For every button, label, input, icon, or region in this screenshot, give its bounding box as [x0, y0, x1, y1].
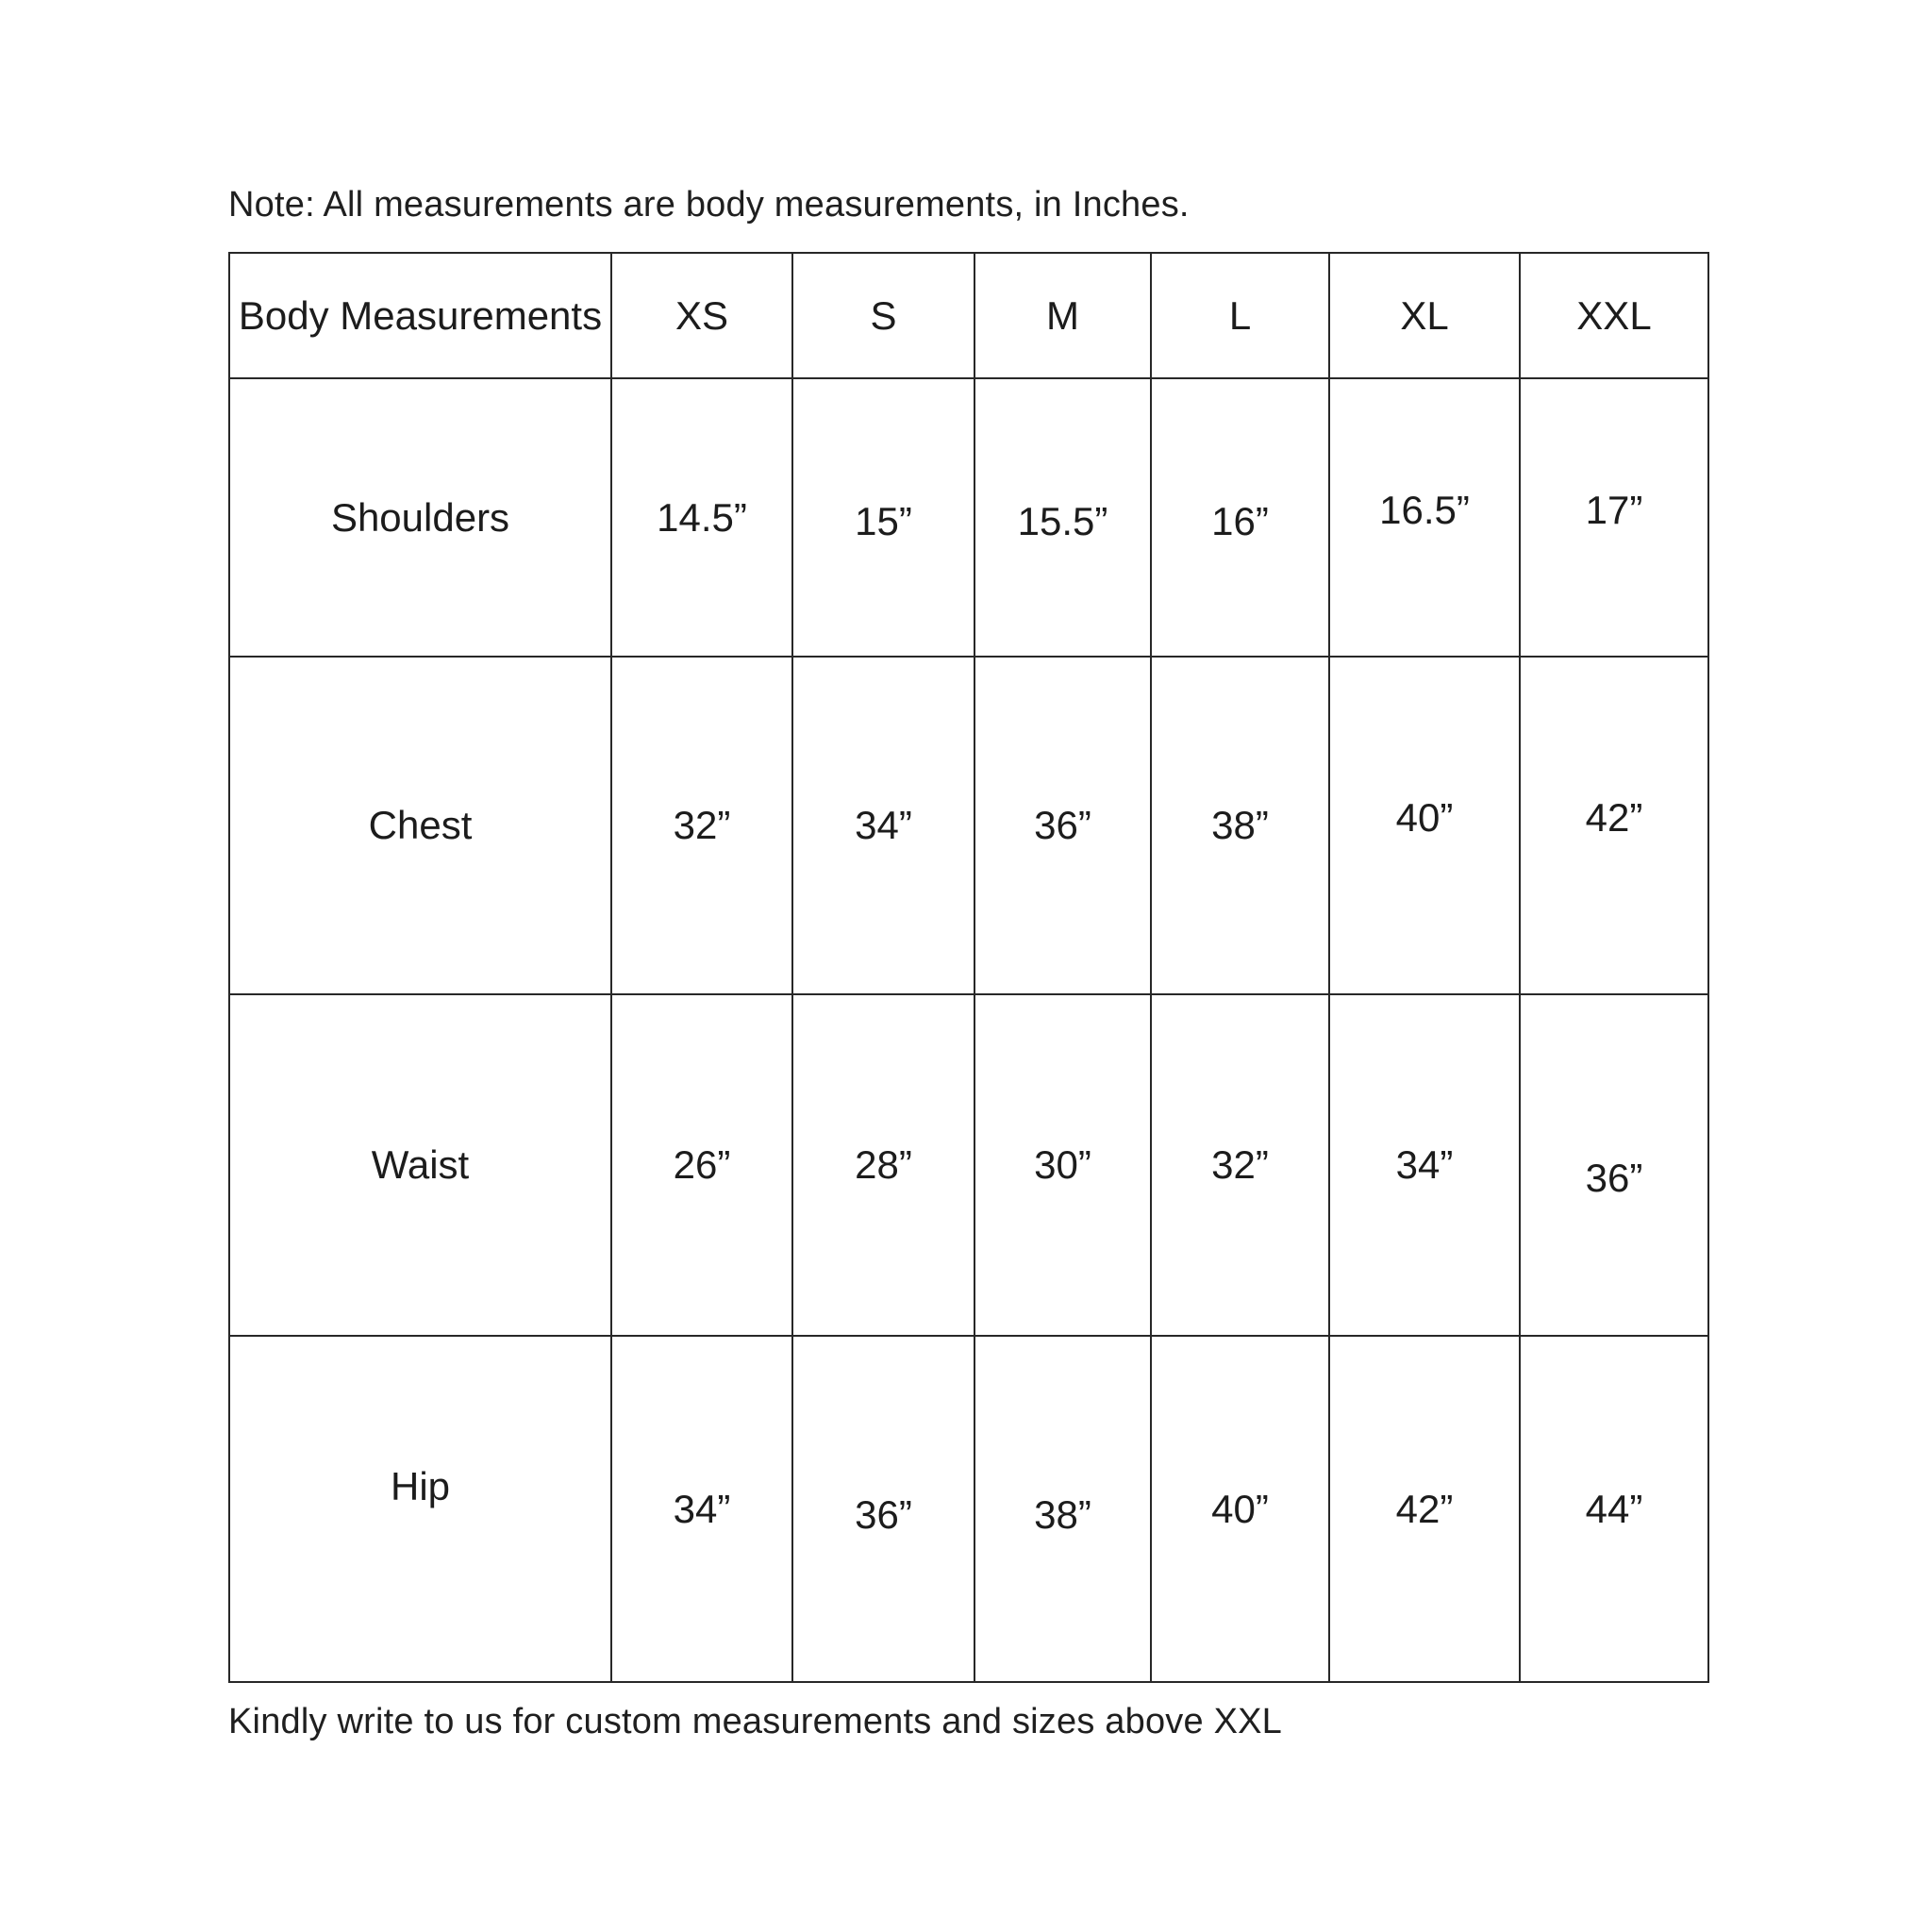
cell-value-text: 36” — [1585, 1156, 1643, 1200]
note-text: Note: All measurements are body measurements, in Inches. — [228, 185, 1190, 225]
cell-value-text: 42” — [1395, 1486, 1454, 1531]
cell-value-text: 30” — [1034, 1142, 1091, 1187]
row-label-hip — [229, 1336, 611, 1682]
cell-hip-m — [974, 1336, 1151, 1682]
size-chart-table — [228, 252, 1709, 1683]
cell-shoulders-s — [792, 378, 974, 657]
header-cell-l — [1151, 253, 1329, 378]
cell-chest-xl — [1329, 657, 1520, 994]
row-label-text: Hip — [390, 1463, 451, 1508]
header-label: L — [1228, 292, 1252, 338]
cell-hip-l — [1151, 1336, 1329, 1682]
header-cell-xxl — [1520, 253, 1708, 378]
footer-text: Kindly write to us for custom measurements and sizes above XXL — [228, 1702, 1283, 1741]
cell-waist-xxl — [1520, 994, 1708, 1336]
cell-value-text: 34” — [855, 803, 912, 847]
header-cell-m — [974, 253, 1151, 378]
cell-value-text: 42” — [1585, 795, 1643, 840]
cell-chest-xxl — [1520, 657, 1708, 994]
cell-waist-xl — [1329, 994, 1520, 1336]
header-label: XS — [675, 292, 729, 338]
row-label-text: Waist — [371, 1142, 470, 1187]
cell-waist-xs — [611, 994, 792, 1336]
cell-value-text: 38” — [1211, 803, 1269, 847]
row-label-chest — [229, 657, 611, 994]
cell-value-text: 40” — [1211, 1486, 1269, 1531]
cell-value-text: 34” — [1395, 1142, 1454, 1187]
cell-value-text: 15.5” — [1017, 498, 1108, 543]
row-hip — [229, 1336, 1708, 1682]
cell-chest-xs — [611, 657, 792, 994]
cell-value-text: 36” — [855, 1491, 912, 1537]
cell-hip-xxl — [1520, 1336, 1708, 1682]
cell-value-text: 26” — [673, 1142, 731, 1187]
row-waist — [229, 994, 1708, 1336]
cell-waist-l — [1151, 994, 1329, 1336]
header-label: XXL — [1576, 292, 1652, 338]
cell-chest-l — [1151, 657, 1329, 994]
row-chest — [229, 657, 1708, 994]
cell-shoulders-m — [974, 378, 1151, 657]
cell-chest-m — [974, 657, 1151, 994]
header-row — [229, 253, 1708, 378]
row-label-text: Chest — [368, 803, 473, 847]
cell-shoulders-xs — [611, 378, 792, 657]
cell-waist-s — [792, 994, 974, 1336]
header-cell-xl — [1329, 253, 1520, 378]
row-label-text: Shoulders — [330, 494, 510, 540]
cell-value-text: 17” — [1585, 487, 1643, 532]
row-label-waist — [229, 994, 611, 1336]
cell-value-text: 15” — [855, 498, 912, 543]
header-label: S — [870, 292, 897, 338]
cell-shoulders-xxl — [1520, 378, 1708, 657]
row-shoulders — [229, 378, 1708, 657]
cell-hip-s — [792, 1336, 974, 1682]
cell-value-text: 14.5” — [657, 494, 747, 540]
header-label: Body Measurements — [238, 292, 603, 338]
cell-value-text: 32” — [673, 803, 731, 847]
cell-shoulders-xl — [1329, 378, 1520, 657]
header-label: XL — [1400, 292, 1449, 338]
cell-hip-xs — [611, 1336, 792, 1682]
cell-value-text: 38” — [1034, 1491, 1091, 1537]
header-label: M — [1046, 292, 1079, 338]
cell-value-text: 34” — [673, 1486, 731, 1531]
cell-value-text: 40” — [1395, 795, 1454, 840]
cell-hip-xl — [1329, 1336, 1520, 1682]
header-cell-xs — [611, 253, 792, 378]
cell-chest-s — [792, 657, 974, 994]
cell-value-text: 36” — [1034, 803, 1091, 847]
cell-value-text: 32” — [1211, 1142, 1269, 1187]
cell-value-text: 44” — [1585, 1486, 1643, 1531]
cell-value-text: 16” — [1211, 498, 1269, 543]
header-cell-body-measurements — [229, 253, 611, 378]
cell-waist-m — [974, 994, 1151, 1336]
row-label-shoulders — [229, 378, 611, 657]
cell-value-text: 28” — [855, 1142, 912, 1187]
cell-shoulders-l — [1151, 378, 1329, 657]
header-cell-s — [792, 253, 974, 378]
cell-value-text: 16.5” — [1379, 487, 1470, 532]
